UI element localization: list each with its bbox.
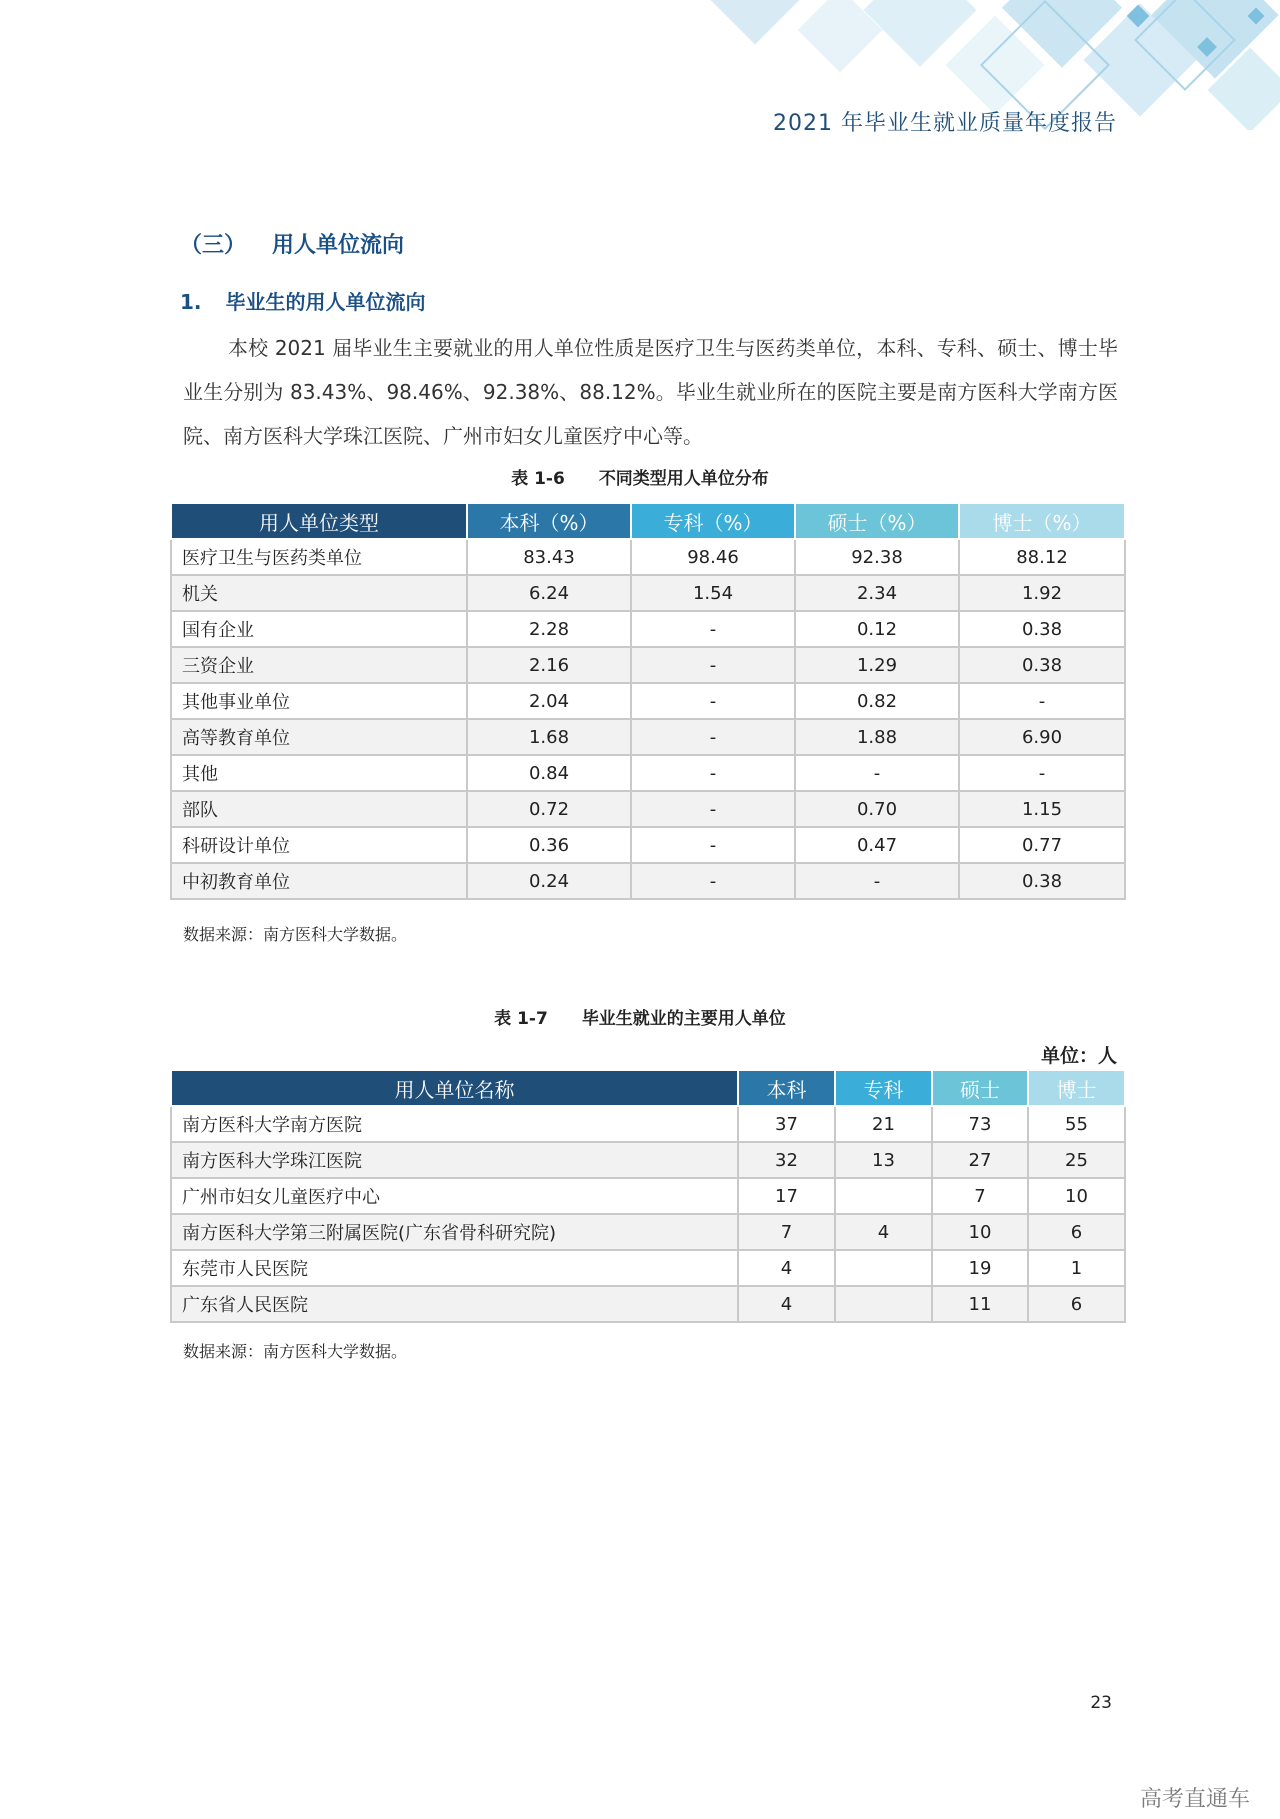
row-label-cell: 国有企业	[171, 611, 467, 647]
table-row	[171, 755, 1125, 791]
value-cell: 92.38	[795, 539, 959, 575]
table-row	[171, 611, 1125, 647]
row-label-cell: 部队	[171, 791, 467, 827]
table-row	[171, 791, 1125, 827]
value-cell: 32	[738, 1142, 835, 1178]
row-label-cell: 高等教育单位	[171, 719, 467, 755]
row-label-cell: 南方医科大学珠江医院	[171, 1142, 738, 1178]
value-cell: 0.77	[959, 827, 1125, 863]
table-header-row	[171, 1070, 1125, 1106]
table-row	[171, 863, 1125, 899]
body-paragraph: 本校 2021 届毕业生主要就业的用人单位性质是医疗卫生与医药类单位，本科、专科、硕士、博士毕业生分别为 83.43%、98.46%、92.38%、88.12%。毕业生就业所在的医院主要是南方医科大学南方医院、南方医科大学珠江医院、广州市妇女儿童医疗中心等。	[183, 336, 1118, 448]
table-row	[171, 1250, 1125, 1286]
row-label-cell: 南方医科大学南方医院	[171, 1106, 738, 1142]
report-header-title: 2021 年毕业生就业质量年度报告	[773, 111, 1117, 136]
value-cell: 83.43	[467, 539, 631, 575]
table1-caption	[0, 464, 1280, 489]
row-label-cell: 广州市妇女儿童医疗中心	[171, 1178, 738, 1214]
column-header: 专科	[835, 1070, 932, 1106]
column-header: 用人单位名称	[171, 1070, 738, 1106]
column-header: 硕士（%）	[795, 503, 959, 539]
table-row	[171, 539, 1125, 575]
subsection-number: 1.	[180, 290, 202, 314]
value-cell: 0.70	[795, 791, 959, 827]
value-cell: 6.24	[467, 575, 631, 611]
table2-title: 毕业生就业的主要用人单位	[581, 1009, 786, 1029]
table-header-row	[171, 503, 1125, 539]
table-employer-types	[170, 502, 1126, 900]
value-cell: 73	[932, 1106, 1028, 1142]
value-cell: -	[959, 755, 1125, 791]
row-label-cell: 医疗卫生与医药类单位	[171, 539, 467, 575]
table-row	[171, 719, 1125, 755]
value-cell: 7	[932, 1178, 1028, 1214]
row-label-cell: 机关	[171, 575, 467, 611]
column-header: 本科（%）	[467, 503, 631, 539]
table2-code: 表 1-7	[494, 1009, 548, 1029]
table1-source-note: 数据来源：南方医科大学数据。	[183, 925, 408, 944]
table1-title: 不同类型用人单位分布	[598, 469, 769, 489]
value-cell: 7	[738, 1214, 835, 1250]
table2-source-note: 数据来源：南方医科大学数据。	[183, 1342, 408, 1361]
value-cell: 37	[738, 1106, 835, 1142]
value-cell: 27	[932, 1142, 1028, 1178]
value-cell: -	[631, 755, 795, 791]
watermark-text: 高考直通车	[1139, 1787, 1250, 1812]
value-cell: -	[631, 683, 795, 719]
value-cell: -	[631, 611, 795, 647]
value-cell: 6	[1028, 1214, 1125, 1250]
value-cell: 0.82	[795, 683, 959, 719]
section-number: （三）	[180, 233, 247, 258]
value-cell: 21	[835, 1106, 932, 1142]
value-cell: 6	[1028, 1286, 1125, 1322]
value-cell: 10	[1028, 1178, 1125, 1214]
row-label-cell: 广东省人民医院	[171, 1286, 738, 1322]
table-row	[171, 1286, 1125, 1322]
value-cell: -	[795, 863, 959, 899]
column-header: 用人单位类型	[171, 503, 467, 539]
table-row	[171, 683, 1125, 719]
value-cell: 0.24	[467, 863, 631, 899]
row-label-cell: 其他	[171, 755, 467, 791]
value-cell: -	[631, 647, 795, 683]
row-label-cell: 科研设计单位	[171, 827, 467, 863]
value-cell: -	[631, 827, 795, 863]
value-cell: 19	[932, 1250, 1028, 1286]
column-header: 专科（%）	[631, 503, 795, 539]
value-cell: 1.29	[795, 647, 959, 683]
column-header: 硕士	[932, 1070, 1028, 1106]
value-cell: 0.84	[467, 755, 631, 791]
value-cell: -	[631, 863, 795, 899]
value-cell: 2.16	[467, 647, 631, 683]
subsection-heading	[180, 286, 426, 315]
section-heading	[180, 228, 404, 259]
table2-caption	[0, 1004, 1280, 1029]
value-cell: 98.46	[631, 539, 795, 575]
value-cell: 0.38	[959, 647, 1125, 683]
column-header: 博士（%）	[959, 503, 1125, 539]
value-cell: 17	[738, 1178, 835, 1214]
value-cell	[835, 1250, 932, 1286]
table2-unit-label: 单位：人	[1040, 1045, 1117, 1067]
value-cell: -	[795, 755, 959, 791]
row-label-cell: 南方医科大学第三附属医院(广东省骨科研究院)	[171, 1214, 738, 1250]
table-row	[171, 575, 1125, 611]
table-row	[171, 1106, 1125, 1142]
value-cell: 4	[835, 1214, 932, 1250]
value-cell: -	[631, 791, 795, 827]
value-cell: 25	[1028, 1142, 1125, 1178]
value-cell: 1.92	[959, 575, 1125, 611]
value-cell: 0.72	[467, 791, 631, 827]
value-cell: 1.15	[959, 791, 1125, 827]
table-row	[171, 1214, 1125, 1250]
table1-code: 表 1-6	[511, 469, 565, 489]
table-main-employers	[170, 1069, 1126, 1323]
value-cell: 1.54	[631, 575, 795, 611]
value-cell: 1.68	[467, 719, 631, 755]
value-cell: 6.90	[959, 719, 1125, 755]
value-cell: 2.28	[467, 611, 631, 647]
value-cell	[835, 1286, 932, 1322]
row-label-cell: 东莞市人民医院	[171, 1250, 738, 1286]
value-cell: 10	[932, 1214, 1028, 1250]
value-cell: 2.34	[795, 575, 959, 611]
table-row	[171, 1178, 1125, 1214]
table-row	[171, 1142, 1125, 1178]
value-cell: 0.47	[795, 827, 959, 863]
section-title: 用人单位流向	[272, 233, 405, 258]
row-label-cell: 三资企业	[171, 647, 467, 683]
value-cell: 0.36	[467, 827, 631, 863]
table-row	[171, 827, 1125, 863]
value-cell: 13	[835, 1142, 932, 1178]
row-label-cell: 其他事业单位	[171, 683, 467, 719]
value-cell: 4	[738, 1286, 835, 1322]
table-row	[171, 647, 1125, 683]
value-cell: 55	[1028, 1106, 1125, 1142]
value-cell: 1.88	[795, 719, 959, 755]
value-cell: 88.12	[959, 539, 1125, 575]
value-cell	[835, 1178, 932, 1214]
row-label-cell: 中初教育单位	[171, 863, 467, 899]
column-header: 本科	[738, 1070, 835, 1106]
subsection-title: 毕业生的用人单位流向	[225, 290, 426, 314]
value-cell: 4	[738, 1250, 835, 1286]
value-cell: 11	[932, 1286, 1028, 1322]
value-cell: 0.38	[959, 611, 1125, 647]
value-cell: 1	[1028, 1250, 1125, 1286]
value-cell: -	[959, 683, 1125, 719]
value-cell: 0.12	[795, 611, 959, 647]
value-cell: 2.04	[467, 683, 631, 719]
page-number: 23	[1090, 1693, 1112, 1713]
value-cell: -	[631, 719, 795, 755]
column-header: 博士	[1028, 1070, 1125, 1106]
value-cell: 0.38	[959, 863, 1125, 899]
